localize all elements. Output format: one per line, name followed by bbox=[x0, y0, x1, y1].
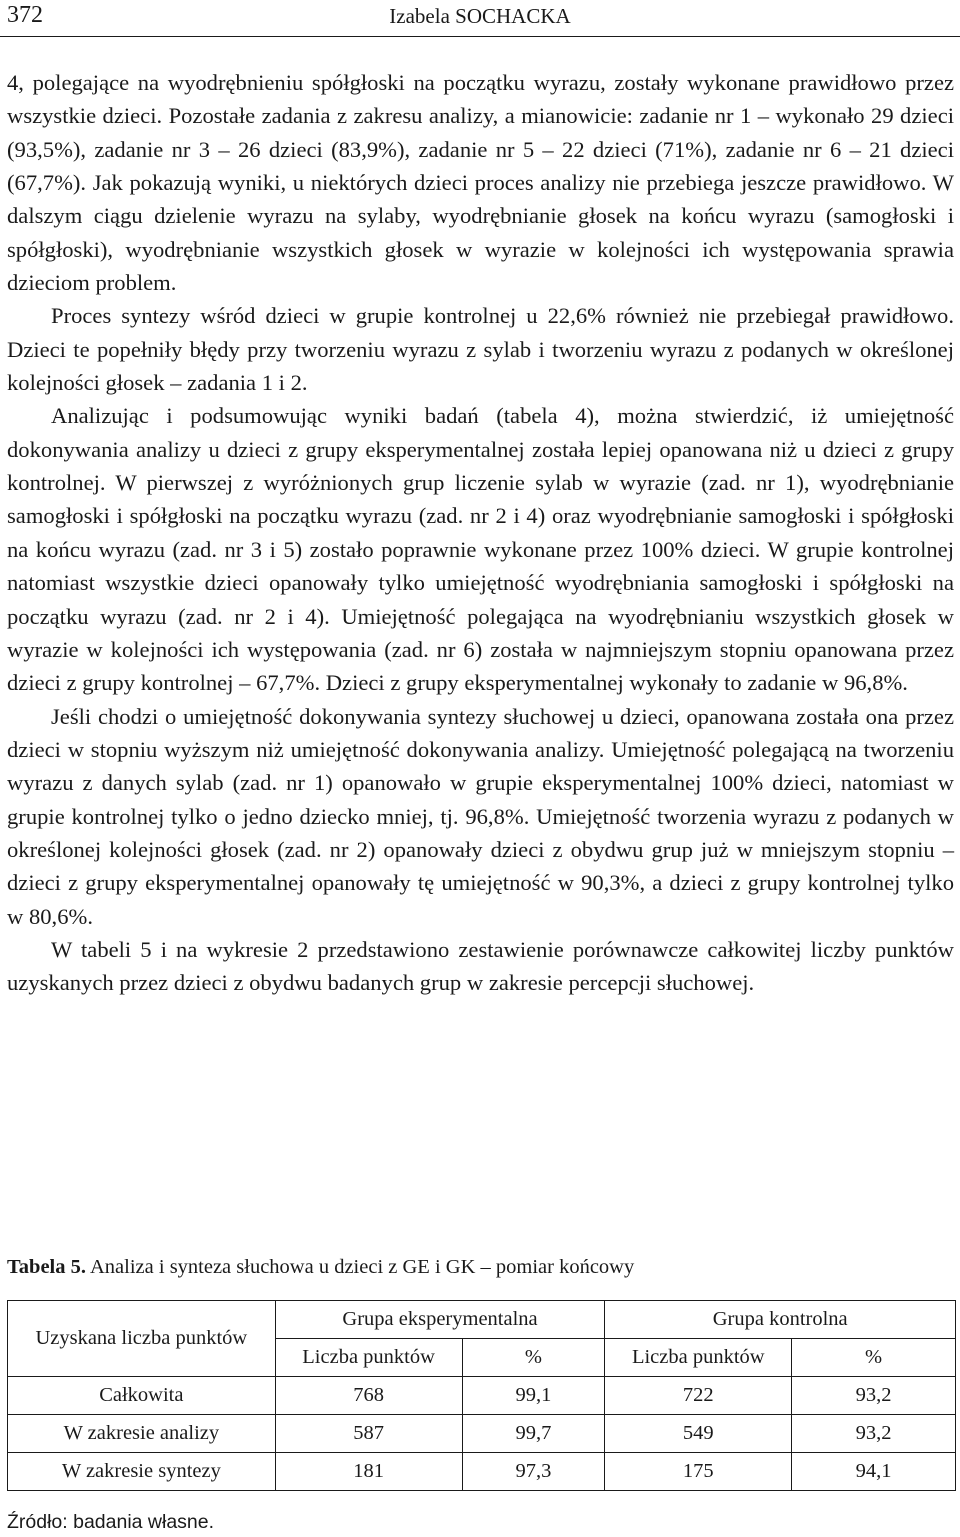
results-table bbox=[7, 1300, 956, 1491]
running-title: Izabela SOCHACKA bbox=[389, 4, 571, 28]
table-cell: 97,3 bbox=[462, 1453, 605, 1491]
table-caption bbox=[7, 1256, 634, 1279]
table-caption-text: Analiza i synteza słuchowa u dzieci z GE i GK – pomiar końcowy bbox=[90, 1256, 635, 1278]
table-cell: 587 bbox=[275, 1415, 462, 1453]
column-header: % bbox=[462, 1339, 605, 1377]
column-header: Liczba punktów bbox=[605, 1339, 792, 1377]
paragraph: Jeśli chodzi o umiejętność dokonywania syntezy słuchowej u dzieci, opanowana została ona przez dzieci w stopniu wyższym niż umiejętność dokonywania analizy. Umiejętność polegającą na tworzeniu wyrazu z danych sylab (zad. nr 1) opanowało w grupie eksperymentalnej 100% dzieci, natomiast w grupie kontrolnej tylko o jedno dziecko mniej, tj. 96,8%. Umiejętność tworzenia wyrazu z podanych w określonej kolejności głosek (zad. nr 2) opanowały dzieci z obydwu grup już w mniejszym stopniu – dzieci z grupy eksperymentalnej opanowały tę umiejętność w 90,3%, a dzieci z grupy kontrolnej tylko w 80,6%. bbox=[7, 703, 954, 929]
page-number: 372 bbox=[7, 2, 43, 28]
group-header-control: Grupa kontrolna bbox=[605, 1301, 956, 1339]
table-caption-label: Tabela 5. bbox=[7, 1256, 86, 1278]
table-header-row bbox=[8, 1301, 956, 1339]
column-header: Liczba punktów bbox=[275, 1339, 462, 1377]
row-label: W zakresie analizy bbox=[8, 1415, 276, 1453]
table-cell: 181 bbox=[275, 1453, 462, 1491]
table-cell: 768 bbox=[275, 1377, 462, 1415]
table-cell: 175 bbox=[605, 1453, 792, 1491]
page-header bbox=[0, 0, 960, 37]
paragraph: W tabeli 5 i na wykresie 2 przedstawiono zestawienie porównawcze całkowitej liczby punktów uzyskanych przez dzieci z obydwu badanych grup w zakresie percepcji słuchowej. bbox=[7, 936, 954, 996]
table-row bbox=[8, 1377, 956, 1415]
table-cell: 93,2 bbox=[792, 1377, 956, 1415]
table-row bbox=[8, 1415, 956, 1453]
column-header: % bbox=[792, 1339, 956, 1377]
source-note: Źródło: badania własne. bbox=[7, 1511, 215, 1533]
row-label: Całkowita bbox=[8, 1377, 276, 1415]
body-text bbox=[7, 66, 954, 1000]
table-cell: 722 bbox=[605, 1377, 792, 1415]
table-cell: 94,1 bbox=[792, 1453, 956, 1491]
table-cell: 99,7 bbox=[462, 1415, 605, 1453]
table-row bbox=[8, 1453, 956, 1491]
paragraph: 4, polegające na wyodrębnieniu spółgłoski na początku wyrazu, zostały wykonane prawidłowo przez wszystkie dzieci. Pozostałe zadania z zakresu analizy, a mianowicie: zadanie nr 1 – wykonało 29 dzieci (93,5%), zadanie nr 3 – 26 dzieci (83,9%), zadanie nr 5 – 22 dzieci (71%), zadanie nr 6 – 21 dzieci (67,7%). Jak pokazują wyniki, u niektórych dzieci proces analizy nie przebiega jeszcze prawidłowo. W dalszym ciągu dzielenie wyrazu na sylaby, wyodrębnianie głosek na końcu wyrazu (samogłoski i spółgłoski), wyodrębnianie wszystkich głosek w wyrazie w kolejności ich występowania sprawia dzieciom problem. bbox=[7, 70, 954, 296]
table-row-header: Uzyskana liczba punktów bbox=[8, 1301, 276, 1377]
paragraph: Proces syntezy wśród dzieci w grupie kontrolnej u 22,6% również nie przebiegał prawidłowo. Dzieci te popełniły błędy przy tworzeniu wyrazu z sylab i tworzeniu wyrazu z podanych w określonej kolejności głosek – zadania 1 i 2. bbox=[7, 303, 954, 396]
table-cell: 99,1 bbox=[462, 1377, 605, 1415]
paragraph: Analizując i podsumowując wyniki badań (tabela 4), można stwierdzić, iż umiejętność dokonywania analizy u dzieci z grupy eksperymentalnej została lepiej opanowana niż u dzieci z grupy kontrolnej. W pierwszej z wyróżnionych grup liczenie sylab w wyrazie (zad. nr 1), wyodrębnianie samogłoski i spółgłoski na początku wyrazu (zad. nr 2 i 4) oraz wyodrębnianie samogłoski i spółgłoski na końcu wyrazu (zad. nr 3 i 5) zostało poprawnie wykonane przez 100% dzieci. W grupie kontrolnej natomiast wszystkie dzieci opanowały tylko umiejętność wyodrębniania samogłoski i spółgłoski na początku wyrazu (zad. nr 2 i 4). Umiejętność polegająca na wyodrębnianiu wszystkich głosek w wyrazie w kolejności ich występowania (zad. nr 6) została w najmniejszym stopniu opanowana przez dzieci z grupy kontrolnej – 67,7%. Dzieci z grupy eksperymentalnej wykonały to zadanie w 96,8%. bbox=[7, 403, 954, 696]
table-cell: 93,2 bbox=[792, 1415, 956, 1453]
table-cell: 549 bbox=[605, 1415, 792, 1453]
group-header-experimental: Grupa eksperymentalna bbox=[275, 1301, 605, 1339]
row-label: W zakresie syntezy bbox=[8, 1453, 276, 1491]
